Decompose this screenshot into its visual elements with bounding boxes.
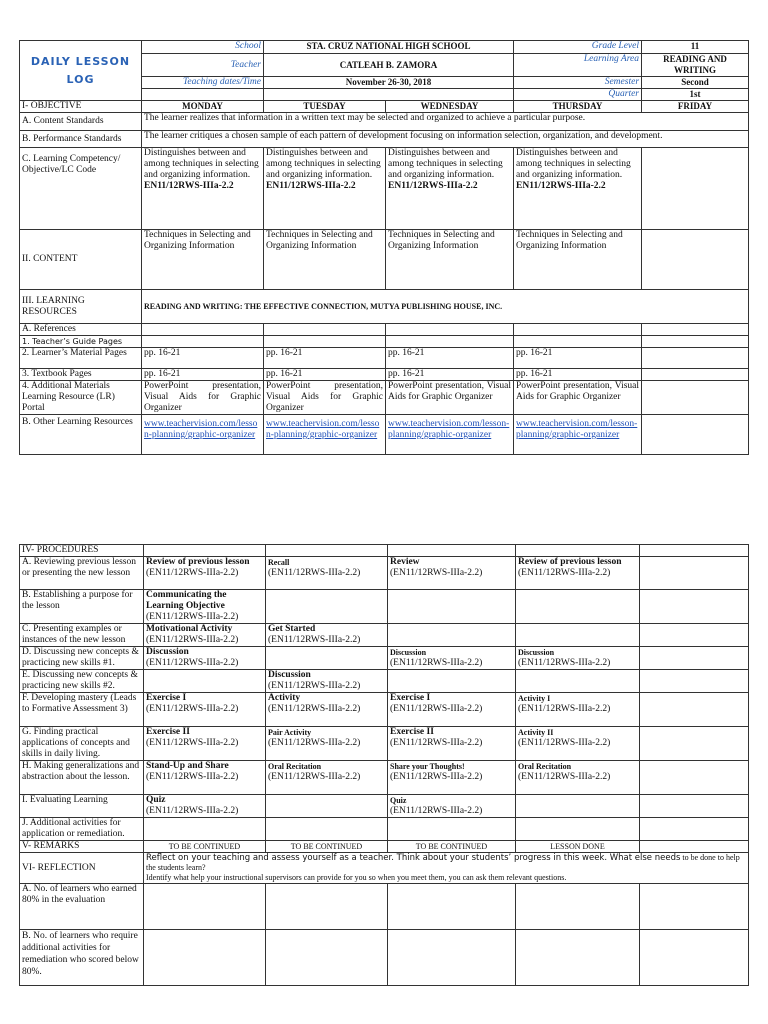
learner-pages-thursday: pp. 16-21: [514, 348, 642, 369]
lesson-log-top-table: [19, 40, 749, 455]
remarks-label: V- REMARKS: [20, 841, 144, 853]
daily-lesson-log-logo: DAILY LESSON LOG: [20, 41, 142, 101]
content-monday: Techniques in Selecting and Organizing Information: [142, 230, 264, 290]
reflection-a-label: A. No. of learners who earned 80% in the evaluation: [20, 884, 144, 930]
day-friday: FRIDAY: [642, 101, 749, 113]
procedure-g-wednesday: Exercise II (EN11/12RWS-IIIa-2.2): [388, 727, 516, 761]
textbook-pages-thursday: pp. 16-21: [514, 369, 642, 381]
content-standards-label: A. Content Standards: [20, 113, 142, 131]
procedure-b-monday: Communicating the Learning Objective (EN11/12RWS-IIIa-2.2): [144, 590, 266, 624]
day-wednesday: WEDNESDAY: [386, 101, 514, 113]
resource-link-tuesday[interactable]: www.teachervision.com/lesson-planning/graphic-organizer: [264, 415, 386, 455]
additional-tuesday: PowerPoint presentation, Visual Aids for Graphic Organizer: [264, 381, 386, 415]
resource-link-monday[interactable]: www.teachervision.com/lesson-planning/graphic-organizer: [142, 415, 264, 455]
competency-wednesday: Distinguishes between and among techniques in selecting and organizing information. EN11/12RWS-IIIa-2.2: [386, 148, 514, 230]
learner-pages-wednesday: pp. 16-21: [386, 348, 514, 369]
content-wednesday: Techniques in Selecting and Organizing Information: [386, 230, 514, 290]
procedure-i-wednesday: Quiz (EN11/12RWS-IIIa-2.2): [388, 795, 516, 818]
teacher-name: CATLEAH B. ZAMORA: [264, 54, 514, 77]
procedure-b-label: B. Establishing a purpose for the lesson: [20, 590, 144, 624]
performance-standards-text: The learner critiques a chosen sample of each pattern of development focusing on information selection, organization, and development.: [142, 131, 749, 148]
textbook-pages-monday: pp. 16-21: [142, 369, 264, 381]
textbook-pages-tuesday: pp. 16-21: [264, 369, 386, 381]
additional-wednesday: PowerPoint presentation, Visual Aids for Graphic Organizer: [386, 381, 514, 415]
content-standards-text: The learner realizes that information in a written text may be selected and organized to achieve a particular purpose.: [142, 113, 749, 131]
procedure-a-label: A. Reviewing previous lesson or presenting the new lesson: [20, 557, 144, 590]
procedure-f-monday: Exercise I (EN11/12RWS-IIIa-2.2): [144, 693, 266, 727]
learner-pages-monday: pp. 16-21: [142, 348, 264, 369]
procedure-f-wednesday: Exercise I (EN11/12RWS-IIIa-2.2): [388, 693, 516, 727]
other-resources-label: B. Other Learning Resources: [20, 415, 142, 455]
school-name: STA. CRUZ NATIONAL HIGH SCHOOL: [264, 41, 514, 54]
procedure-d-label: D. Discussing new concepts & practicing new skills #1.: [20, 647, 144, 670]
procedures-heading: IV- PROCEDURES: [20, 545, 144, 557]
teachers-guide-label: 1. Teacher’s Guide Pages: [20, 336, 142, 348]
textbook-pages-label: 3. Textbook Pages: [20, 369, 142, 381]
procedure-i-label: I. Evaluating Learning: [20, 795, 144, 818]
procedures-table: [19, 544, 749, 986]
procedure-h-thursday: Oral Recitation (EN11/12RWS-IIIa-2.2): [516, 761, 640, 795]
resource-link-thursday[interactable]: www.teachervision.com/lesson-planning/graphic-organizer: [514, 415, 642, 455]
content-label: II. CONTENT: [20, 230, 142, 290]
procedure-e-label: E. Discussing new concepts & practicing new skills #2.: [20, 670, 144, 693]
procedure-f-label: F. Developing mastery (Leads to Formative Assessment 3): [20, 693, 144, 727]
learning-area-value: READING AND WRITING: [642, 54, 749, 77]
quarter-value: 1st: [642, 89, 749, 101]
procedure-c-tuesday: Get Started (EN11/12RWS-IIIa-2.2): [266, 624, 388, 647]
objective-heading: I- OBJECTIVE: [20, 101, 142, 113]
procedure-e-tuesday: Discussion (EN11/12RWS-IIIa-2.2): [266, 670, 388, 693]
procedure-i-monday: Quiz (EN11/12RWS-IIIa-2.2): [144, 795, 266, 818]
additional-monday: PowerPoint presentation, Visual Aids for Graphic Organizer: [142, 381, 264, 415]
competency-monday: Distinguishes between and among techniques in selecting and organizing information. EN11/12RWS-IIIa-2.2: [142, 148, 264, 230]
resource-link-wednesday[interactable]: www.teachervision.com/lesson-planning/graphic-organizer: [386, 415, 514, 455]
content-tuesday: Techniques in Selecting and Organizing Information: [264, 230, 386, 290]
teacher-label: Teacher: [142, 54, 264, 77]
references-label: A. References: [20, 324, 142, 336]
remarks-thursday: LESSON DONE: [516, 841, 640, 853]
learning-area-label: Learning Area: [514, 54, 642, 77]
performance-standards-label: B. Performance Standards: [20, 131, 142, 148]
semester-label: Semester: [514, 77, 642, 89]
procedure-c-label: C. Presenting examples or instances of the new lesson: [20, 624, 144, 647]
additional-materials-label: 4. Additional Materials Learning Resource (LR) Portal: [20, 381, 142, 415]
procedure-a-tuesday: Recall (EN11/12RWS-IIIa-2.2): [266, 557, 388, 590]
reflection-b-label: B. No. of learners who require additional activities for remediation who scored below 80%.: [20, 930, 144, 986]
school-label: School: [142, 41, 264, 54]
competency-label: C. Learning Competency/ Objective/LC Code: [20, 148, 142, 230]
procedure-a-thursday: Review of previous lesson (EN11/12RWS-IIIa-2.2): [516, 557, 640, 590]
procedure-f-thursday: Activity I (EN11/12RWS-IIIa-2.2): [516, 693, 640, 727]
procedure-h-monday: Stand-Up and Share (EN11/12RWS-IIIa-2.2): [144, 761, 266, 795]
procedure-c-monday: Motivational Activity (EN11/12RWS-IIIa-2.2): [144, 624, 266, 647]
procedure-h-label: H. Making generalizations and abstraction about the lesson.: [20, 761, 144, 795]
day-tuesday: TUESDAY: [264, 101, 386, 113]
procedure-f-tuesday: Activity (EN11/12RWS-IIIa-2.2): [266, 693, 388, 727]
procedure-d-monday: Discussion (EN11/12RWS-IIIa-2.2): [144, 647, 266, 670]
teaching-dates-label: Teaching dates/Time: [142, 77, 264, 89]
procedure-g-monday: Exercise II (EN11/12RWS-IIIa-2.2): [144, 727, 266, 761]
procedure-j-label: J. Additional activities for application or remediation.: [20, 818, 144, 841]
book-title: READING AND WRITING: THE EFFECTIVE CONNECTION, MUTYA PUBLISHING HOUSE, INC.: [142, 290, 749, 324]
remarks-tuesday: TO BE CONTINUED: [266, 841, 388, 853]
quarter-label: Quarter: [514, 89, 642, 101]
semester-value: Second: [642, 77, 749, 89]
grade-level-label: Grade Level: [514, 41, 642, 54]
procedure-h-wednesday: Share your Thoughts! (EN11/12RWS-IIIa-2.2): [388, 761, 516, 795]
procedure-a-monday: Review of previous lesson (EN11/12RWS-IIIa-2.2): [144, 557, 266, 590]
learner-pages-tuesday: pp. 16-21: [264, 348, 386, 369]
procedure-d-thursday: Discussion (EN11/12RWS-IIIa-2.2): [516, 647, 640, 670]
learners-material-label: 2. Learner’s Material Pages: [20, 348, 142, 369]
reflection-label: VI- REFLECTION: [20, 853, 144, 884]
procedure-g-label: G. Finding practical applications of concepts and skills in daily living.: [20, 727, 144, 761]
learning-resources-label: III. LEARNING RESOURCES: [20, 290, 142, 324]
grade-level-value: 11: [642, 41, 749, 54]
day-monday: MONDAY: [142, 101, 264, 113]
remarks-monday: TO BE CONTINUED: [144, 841, 266, 853]
competency-thursday: Distinguishes between and among techniques in selecting and organizing information. EN11/12RWS-IIIa-2.2: [514, 148, 642, 230]
procedure-h-tuesday: Oral Recitation (EN11/12RWS-IIIa-2.2): [266, 761, 388, 795]
reflection-instructions: Reflect on your teaching and assess yourself as a teacher. Think about your students’ progress in this week. What else needs to be done to help the students learn? Identify what help your instructional supervisors can provide for you so when you meet them, you can ask them relevant questions.: [144, 853, 749, 884]
competency-tuesday: Distinguishes between and among techniques in selecting and organizing information. EN11/12RWS-IIIa-2.2: [264, 148, 386, 230]
procedure-d-wednesday: Discussion (EN11/12RWS-IIIa-2.2): [388, 647, 516, 670]
day-thursday: THURSDAY: [514, 101, 642, 113]
procedure-g-thursday: Activity II (EN11/12RWS-IIIa-2.2): [516, 727, 640, 761]
procedure-a-wednesday: Review (EN11/12RWS-IIIa-2.2): [388, 557, 516, 590]
remarks-wednesday: TO BE CONTINUED: [388, 841, 516, 853]
content-thursday: Techniques in Selecting and Organizing Information: [514, 230, 642, 290]
teaching-dates-value: November 26-30, 2018: [264, 77, 514, 89]
procedure-g-tuesday: Pair Activity (EN11/12RWS-IIIa-2.2): [266, 727, 388, 761]
additional-thursday: PowerPoint presentation, Visual Aids for Graphic Organizer: [514, 381, 642, 415]
textbook-pages-wednesday: pp. 16-21: [386, 369, 514, 381]
